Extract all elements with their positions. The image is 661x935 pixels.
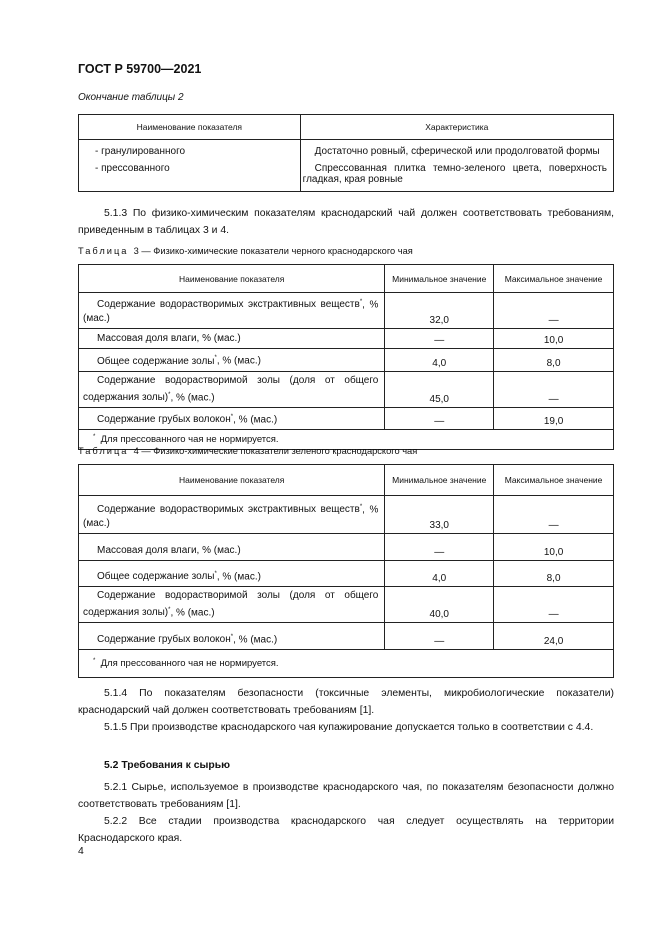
table-row [79, 496, 614, 534]
row-unit-text: , % (мас.) [216, 571, 261, 582]
table3-cell-max: — [494, 293, 614, 329]
row-name-text: Содержание водорастворимых экстрактивных веществ [97, 299, 360, 311]
row-unit-text: , % (мас.) [170, 391, 215, 403]
table2-header-row [79, 115, 614, 140]
footnote-text: Для прессованного чая не нормируется. [100, 434, 279, 446]
footnote-mark: * [93, 658, 96, 665]
table3-cell-name [79, 329, 385, 349]
table4-cell-name [79, 561, 385, 587]
table3-cell-name [79, 407, 385, 429]
footnote-ref: * [230, 413, 234, 420]
paragraph-5-2-1 [78, 779, 614, 813]
row-unit-text: , % (мас.) [233, 414, 278, 426]
row-unit-text: , % (мас.) [83, 504, 379, 529]
table2-header-name: Наименование показателя [79, 115, 301, 140]
table-row [79, 157, 614, 192]
table-row [79, 371, 614, 407]
table2-cell-value: Достаточно ровный, сферической или продолговатой формы [300, 140, 613, 158]
table3-cell-max: 19,0 [494, 407, 614, 429]
table4-cell-name [79, 623, 385, 650]
footnote-ref: * [214, 570, 217, 577]
table-row [79, 407, 614, 429]
table3-cell-max: — [494, 371, 614, 407]
table4-footnote [79, 650, 614, 678]
document-code: ГОСТ Р 59700—2021 [78, 62, 202, 76]
row-unit-text: , % (мас.) [216, 355, 261, 367]
table3-cell-min: — [385, 329, 494, 349]
table4-cell-max: — [494, 587, 614, 623]
table-row [79, 329, 614, 349]
table4-cell-name [79, 496, 385, 534]
row-name-text: Содержание грубых волокон [97, 634, 231, 646]
table4-caption-prefix: Таблица [78, 446, 129, 456]
table4-cell-name [79, 587, 385, 623]
table3-header-row [79, 265, 614, 293]
table-row [79, 293, 614, 329]
table-row [79, 140, 614, 158]
table3-caption-prefix: Таблица [78, 246, 129, 256]
paragraph-text: 5.1.5 При производстве краснодарского чая купажирование допускается только в соответствии с 4.4. [104, 722, 594, 733]
footnote-ref: * [168, 607, 171, 613]
table2-cell-value [300, 157, 613, 192]
paragraph-text: 5.2.2 Все стадии производства краснодарского чая следует осуществлять на территории Краснодарского края. [78, 816, 614, 844]
footnote-ref: * [214, 355, 217, 362]
table3-cell-name [79, 293, 385, 329]
paragraph-text: 5.1.3 По физико-химическим показателям краснодарский чай должен соответствовать требованиям, приведенным в таблицах 3 и 4. [78, 208, 614, 236]
row-name-text: Содержание водорастворимых экстрактивных веществ [97, 504, 360, 515]
table2-header-characteristic: Характеристика [300, 115, 613, 140]
footnote-ref: * [359, 299, 363, 305]
table4-cell-min: 40,0 [385, 587, 494, 623]
table3-caption [78, 246, 413, 256]
footnote-ref: * [168, 391, 171, 398]
footnote-text: Для прессованного чая не нормируется. [100, 658, 279, 670]
table4-cell-max: 24,0 [494, 623, 614, 650]
table3-caption-text: 3 — Физико-химические показатели черного краснодарского чая [133, 246, 413, 256]
row-name-text: Содержание грубых волокон [97, 414, 231, 426]
section-heading-5-2: 5.2 Требования к сырью [104, 760, 231, 771]
table4 [78, 464, 614, 678]
table2 [78, 114, 614, 192]
paragraph-5-2-2 [78, 813, 614, 847]
table3-cell-min: 4,0 [385, 349, 494, 371]
table3-header-name: Наименование показателя [79, 265, 385, 293]
footnote-mark: * [93, 434, 96, 441]
table3-cell-max: 8,0 [494, 349, 614, 371]
table4-cell-max: — [494, 496, 614, 534]
table2-cell-name: - гранулированного [79, 140, 301, 158]
table3-cell-min: — [385, 407, 494, 429]
table4-cell-min: 4,0 [385, 561, 494, 587]
page-number: 4 [78, 846, 84, 857]
table3-cell-name [79, 371, 385, 407]
table2-cell-name: - прессованного [79, 157, 301, 192]
row-name-text: Массовая доля влаги, % (мас.) [97, 333, 241, 345]
table4-header-name: Наименование показателя [79, 465, 385, 496]
table4-cell-min: 33,0 [385, 496, 494, 534]
row-unit-text: , % (мас.) [170, 607, 215, 619]
paragraph-5-1-5 [78, 719, 614, 736]
table3-cell-min: 32,0 [385, 293, 494, 329]
table2-caption: Окончание таблицы 2 [78, 92, 184, 103]
table4-cell-max: 8,0 [494, 561, 614, 587]
row-name-text: Содержание водорастворимой золы (доля от общего содержания золы) [83, 374, 379, 403]
row-unit-text: , % (мас.) [233, 634, 278, 646]
row-name-text: Общее содержание золы [97, 355, 215, 367]
table4-caption [78, 446, 417, 456]
table4-cell-min: — [385, 623, 494, 650]
table3 [78, 264, 614, 450]
table4-cell-max: 10,0 [494, 534, 614, 561]
table-row [79, 534, 614, 561]
row-name-text: Массовая доля влаги, % (мас.) [97, 545, 241, 556]
table-row [79, 623, 614, 650]
footnote-ref: * [359, 503, 363, 510]
table4-cell-name [79, 534, 385, 561]
paragraph-text: 5.2.1 Сырье, используемое в производстве краснодарского чая, по показателям безопасности должно соответствовать требованиям [1]. [78, 782, 614, 810]
table4-header-row [79, 465, 614, 496]
table2-cell-value-text: Спрессованная плитка темно-зеленого цвета, поверхность гладкая, края ровные [302, 163, 607, 185]
row-unit-text: , % (мас.) [83, 299, 379, 325]
table-row [79, 561, 614, 587]
table-row [79, 587, 614, 623]
table3-header-max: Максимальное значение [494, 265, 614, 293]
table4-cell-min: — [385, 534, 494, 561]
paragraph-5-1-4 [78, 685, 614, 719]
row-name-text: Содержание водорастворимой золы (доля от общего содержания золы) [83, 590, 379, 619]
table3-cell-max: 10,0 [494, 329, 614, 349]
table4-footnote-row [79, 650, 614, 678]
table-row [79, 349, 614, 371]
row-name-text: Общее содержание золы [97, 571, 215, 582]
table4-header-min: Минимальное значение [385, 465, 494, 496]
footnote-ref: * [230, 634, 234, 640]
paragraph-5-1-3 [78, 205, 614, 239]
table4-caption-text: 4 — Физико-химические показатели зеленого краснодарского чая [133, 446, 418, 456]
table3-cell-min: 45,0 [385, 371, 494, 407]
table3-header-min: Минимальное значение [385, 265, 494, 293]
table4-header-max: Максимальное значение [494, 465, 614, 496]
paragraph-text: 5.1.4 По показателям безопасности (токсичные элементы, микробиологические показатели) краснодарский чай должен соответствовать требованиям [1]. [78, 688, 614, 716]
table3-cell-name [79, 349, 385, 371]
